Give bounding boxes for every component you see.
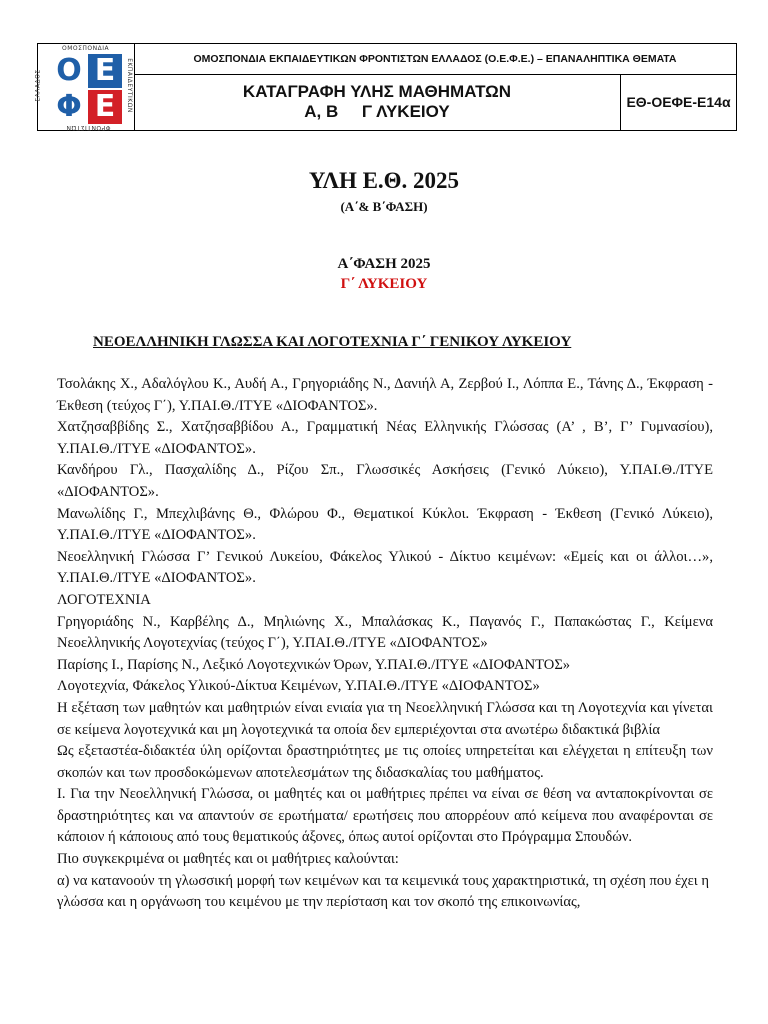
paragraph: Ως εξεταστέα-διδακτέα ύλη ορίζονται δραστηριότητες με τις οποίες υπηρετείται και ελέγχεται η επίτευξη των σκοπών και των προσδοκώμενων αποτελεσμάτων της διδασκαλίας του μαθήματος. (57, 743, 713, 781)
logo-ring-text-top: ΟΜΟΣΠΟΝΔΙΑ (62, 45, 110, 52)
paragraph: Γρηγοριάδης Ν., Καρβέλης Δ., Μηλιώνης Χ., Μπαλάσκας Κ., Παγανός Γ., Παπακώστας Γ., Κείμενα Νεοελληνικής Λογοτεχνίας (τεύχος Γ΄), Υ.ΠΑΙ.Θ./ΙΤΥΕ «ΔΙΟΦΑΝΤΟΣ» (57, 613, 713, 652)
paragraph: Νεοελληνική Γλώσσα Γ’ Γενικού Λυκείου, Φάκελος Υλικού - Δίκτυο κειμένων: «Εμείς και οι άλλοι…», Υ.ΠΑΙ.Θ./ΙΤΥΕ «ΔΙΟΦΑΝΤΟΣ». (57, 548, 713, 587)
logo-ring-text-right: ΕΚΠΑΙΔΕΥΤΙΚΩΝ (125, 58, 133, 113)
paragraph: α) να κατανοούν τη γλωσσική μορφή των κειμένων και τα κειμενικά τους χαρακτηριστικά, τη σχέση που έχει η γλώσσα και η οργάνωση του κειμένου με την περίσταση και τον σκοπό της επικοινωνίας, (57, 872, 709, 911)
body-text (57, 374, 713, 914)
subsection-heading: ΛΟΓΟΤΕΧΝΙΑ (57, 591, 151, 608)
paragraph: Ι. Για την Νεοελληνική Γλώσσα, οι μαθητές και οι μαθήτριες πρέπει να είναι σε θέση να ανταποκρίνονται σε δραστηριότητες και να απαντούν σε ερωτήματα/ ερωτήσεις που απορρέουν από κείμενα που αναφέρονται σε κάποιον ή κάποιους από τους θεματικούς άξονες, όπως αυτοί ορίζονται στο Πρόγραμμα Σπουδών. (57, 786, 713, 846)
paragraph: Χατζησαββίδης Σ., Χατζησαββίδου Α., Γραμματική Νέας Ελληνικής Γλώσσας (Α’ , Β’, Γ’ Γυμνασίου), Υ.ΠΑΙ.Θ./ΙΤΥΕ «ΔΙΟΦΑΝΤΟΣ». (57, 419, 713, 457)
sub-title: (Α΄& Β΄ΦΑΣΗ) (340, 199, 428, 214)
oefe-logo (34, 45, 133, 131)
document-code: ΕΘ-ΟΕΦΕ-Ε14α (626, 94, 731, 110)
header-title-line2: Α, Β Γ ΛΥΚΕΙΟΥ (304, 102, 450, 121)
section-heading: ΝΕΟΕΛΛΗΝΙΚΗ ΓΛΩΣΣΑ ΚΑΙ ΛΟΓΟΤΕΧΝΙΑ Γ΄ ΓΕΝΙΚΟΥ ΛΥΚΕΙΟΥ (93, 334, 572, 350)
paragraph: Τσολάκης Χ., Αδαλόγλου Κ., Αυδή Α., Γρηγοριάδης Ν., Δανιήλ Α, Ζερβού Ι., Λόππα Ε., Τάνης Δ., Έκφραση - Έκθεση (τεύχος Γ΄), Υ.ΠΑΙ.Θ./ΙΤΥΕ «ΔΙΟΦΑΝΤΟΣ». (57, 376, 713, 414)
main-title: ΥΛΗ Ε.Θ. 2025 (308, 168, 460, 193)
logo-letter-o: Ο (52, 54, 86, 88)
organization-name: ΟΜΟΣΠΟΝΔΙΑ ΕΚΠΑΙΔΕΥΤΙΚΩΝ ΦΡΟΝΤΙΣΤΩΝ ΕΛΛΑΔΟΣ (Ο.Ε.Φ.Ε.) – ΕΠΑΝΑΛΗΠΤΙΚΑ ΘΕΜΑΤΑ (134, 44, 736, 75)
paragraph: Πιο συγκεκριμένα οι μαθητές και οι μαθήτριες καλούνται: (57, 851, 399, 868)
logo-ring-text-left: ΕΛΛΑΔΟΣ (34, 69, 42, 102)
paragraph: Μανωλίδης Γ., Μπεχλιβάνης Θ., Φλώρου Φ., Θεματικοί Κύκλοι. Έκφραση - Έκθεση (Γενικό Λύκειο), Υ.ΠΑΙ.Θ./ΙΤΥΕ «ΔΙΟΦΑΝΤΟΣ». (57, 505, 713, 544)
logo-cell (34, 44, 135, 131)
document-header (34, 43, 737, 131)
header-title-line1: ΚΑΤΑΓΡΑΦΗ ΥΛΗΣ ΜΑΘΗΜΑΤΩΝ (242, 82, 512, 101)
paragraph: Κανδήρου Γλ., Πασχαλίδης Δ., Ρίζου Σπ., Γλωσσικές Ασκήσεις (Γενικό Λύκειο), Υ.ΠΑΙ.Θ./ΙΤΥΕ «ΔΙΟΦΑΝΤΟΣ». (57, 462, 713, 500)
header-title (134, 74, 621, 130)
phase-title: Α΄ΦΑΣΗ 2025 (337, 256, 431, 272)
logo-letter-f: Φ (52, 90, 86, 124)
paragraph: Παρίσης Ι., Παρίσης Ν., Λεξικό Λογοτεχνικών Όρων, Υ.ΠΑΙ.Θ./ΙΤΥΕ «ΔΙΟΦΑΝΤΟΣ» (57, 656, 571, 673)
grade-title: Γ΄ ΛΥΚΕΙΟΥ (340, 276, 428, 292)
logo-ring-text-bottom: ΦΡΟΝΤΙΣΤΩΝ (66, 124, 111, 131)
logo-letter-e1: Ε (88, 54, 122, 88)
paragraph: Η εξέταση των μαθητών και μαθητριών είναι ενιαία για τη Νεοελληνική Γλώσσα και τη Λογοτεχνία και γίνεται σε κείμενα λογοτεχνικά και μη λογοτεχνικά τα οποία δεν εμπεριέχονται στα ανωτέρω διδακτικά βιβλία (57, 699, 713, 738)
logo-letter-e2: Ε (88, 90, 122, 124)
paragraph: Λογοτεχνία, Φάκελος Υλικού-Δίκτυα Κειμένων, Υ.ΠΑΙ.Θ./ΙΤΥΕ «ΔΙΟΦΑΝΤΟΣ» (57, 678, 540, 695)
